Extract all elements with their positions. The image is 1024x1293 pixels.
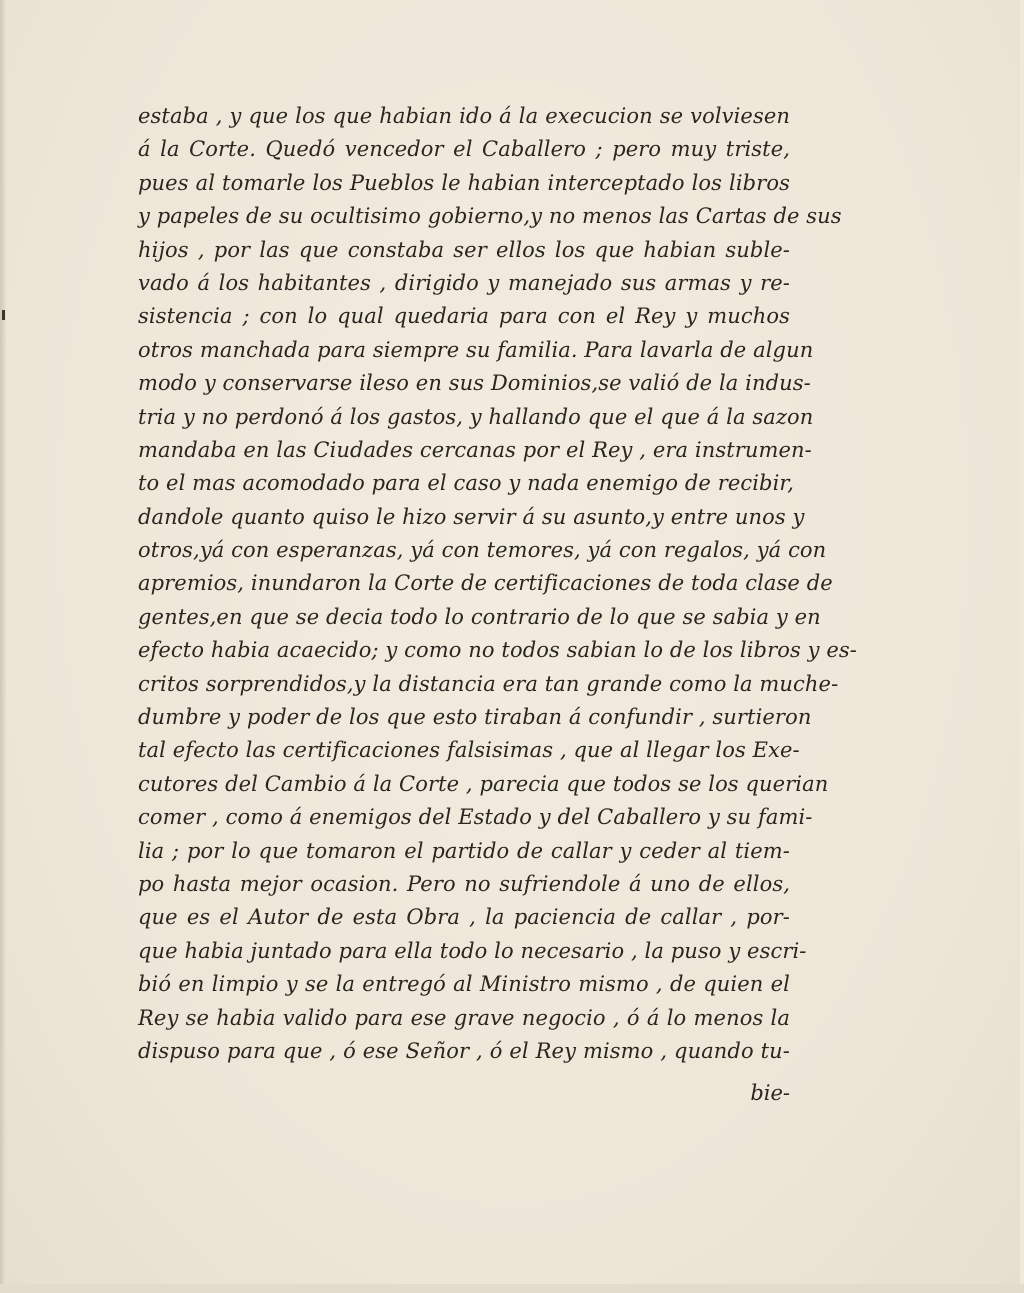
text-line: efecto habia acaecido; y como no todos sabian lo de los libros y es- — [138, 638, 857, 663]
text-line: que habia juntado para ella todo lo necesario , la puso y escri- — [138, 938, 807, 963]
body-text — [138, 100, 857, 1068]
scan-bottom-edge — [0, 1284, 1024, 1293]
text-line: to el mas acomodado para el caso y nada enemigo de recibir, — [138, 471, 795, 496]
text-line: apremios, inundaron la Corte de certificaciones de toda clase de — [138, 571, 833, 596]
text-line: tal efecto las certificaciones falsisimas , que al llegar los Exe- — [138, 738, 800, 763]
text-line: sistencia ; con lo qual quedaria para con el Rey y muchos — [138, 304, 790, 329]
catchword: bie- — [750, 1081, 790, 1105]
text-line: comer , como á enemigos del Estado y del Caballero y su fami- — [138, 805, 813, 830]
text-line: bió en limpio y se la entregó al Ministro mismo , de quien el — [138, 972, 790, 997]
text-line: Rey se habia valido para ese grave negocio , ó á lo menos la — [138, 1005, 790, 1030]
text-line: po hasta mejor ocasion. Pero no sufriendole á uno de ellos, — [138, 871, 790, 896]
text-line: á la Corte. Quedó vencedor el Caballero ; pero muy triste, — [138, 137, 790, 162]
text-line: estaba , y que los que habian ido á la execucion se volviesen — [138, 104, 790, 128]
text-line: tria y no perdonó á los gastos, y hallando que el que á la sazon — [138, 404, 814, 429]
text-line: cutores del Cambio á la Corte , parecia que todos se los querian — [138, 771, 829, 796]
text-line: dispuso para que , ó ese Señor , ó el Rey mismo , quando tu- — [138, 1038, 790, 1063]
text-line: otros manchada para siempre su familia. Para lavarla de algun — [138, 337, 814, 362]
book-page — [6, 0, 1020, 1284]
text-line: vado á los habitantes , dirigido y manejado sus armas y re- — [138, 270, 790, 295]
text-line: modo y conservarse ileso en sus Dominios,se valió de la indus- — [138, 371, 811, 396]
text-line: que es el Autor de esta Obra , la paciencia de callar , por- — [138, 905, 790, 930]
text-line: lia ; por lo que tomaron el partido de callar y ceder al tiem- — [138, 838, 790, 863]
text-line: dumbre y poder de los que esto tiraban á confundir , surtieron — [138, 705, 812, 730]
text-line: dandole quanto quiso le hizo servir á su asunto,y entre unos y — [138, 504, 805, 529]
text-line: hijos , por las que constaba ser ellos los que habian suble- — [138, 237, 790, 262]
text-line: mandaba en las Ciudades cercanas por el Rey , era instrumen- — [138, 437, 812, 462]
text-line: gentes,en que se decia todo lo contrario de lo que se sabia y en — [138, 604, 821, 629]
text-line: critos sorprendidos,y la distancia era tan grande como la muche- — [138, 671, 839, 696]
text-line: y papeles de su ocultisimo gobierno,y no menos las Cartas de sus — [138, 204, 842, 229]
margin-mark — [2, 310, 5, 320]
text-line: pues al tomarle los Pueblos le habian interceptado los libros — [138, 170, 790, 195]
text-line: otros,yá con esperanzas, yá con temores, yá con regalos, yá con — [138, 538, 827, 563]
